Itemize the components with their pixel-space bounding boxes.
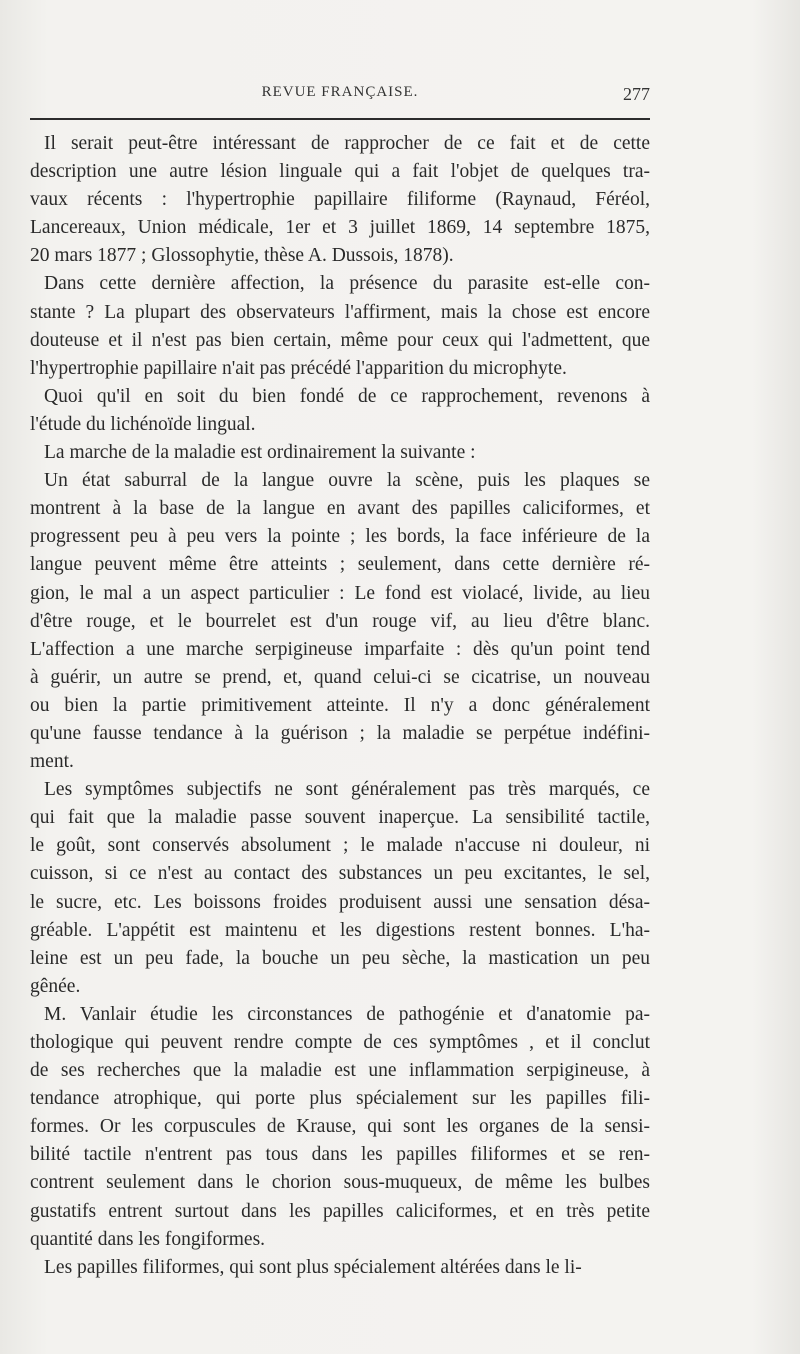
text-line: La marche de la maladie est ordinairement la suivante :: [44, 442, 476, 464]
text-line: vaux récents : l'hypertrophie papillaire filiforme (Raynaud, Féréol,: [30, 189, 650, 211]
text-line: M. Vanlair étudie les circonstances de pathogénie et d'anatomie pa-: [44, 1003, 650, 1025]
text-line: ou bien la partie primitivement atteinte. Il n'y a donc généralement: [30, 694, 650, 716]
text-line: l'étude du lichénoïde lingual.: [30, 413, 256, 435]
text-line: gustatifs entrent surtout dans les papilles caliciformes, et en très petite: [30, 1200, 650, 1222]
running-head: REVUE FRANÇAISE.: [261, 84, 419, 100]
paragraph: [30, 776, 650, 1001]
text-line: leine est un peu fade, la bouche un peu sèche, la mastication un peu: [30, 947, 650, 969]
body-text: [30, 130, 650, 1282]
text-line: description une autre lésion linguale qui a fait l'objet de quelques tra-: [30, 161, 650, 183]
text-line: Il serait peut-être intéressant de rapprocher de ce fait et de cette: [44, 133, 650, 154]
text-line: douteuse et il n'est pas bien certain, même pour ceux qui l'admettent, que: [30, 329, 650, 351]
text-line: tendance atrophique, qui porte plus spécialement sur les papilles fili-: [30, 1088, 650, 1110]
text-line: formes. Or les corpuscules de Krause, qui sont les organes de la sensi-: [30, 1116, 650, 1138]
text-line: stante ? La plupart des observateurs l'affirment, mais la chose est encore: [30, 301, 650, 323]
paragraph: [30, 270, 650, 382]
paragraph: [30, 467, 650, 776]
text-line: bilité tactile n'entrent pas tous dans les papilles filiformes et se ren-: [30, 1144, 650, 1166]
text-line: Quoi qu'il en soit du bien fondé de ce rapprochement, revenons à: [44, 385, 650, 407]
text-line: qu'une fausse tendance à la guérison ; la maladie se perpétue indéfini-: [30, 722, 650, 744]
text-line: à guérir, un autre se prend, et, quand celui-ci se cicatrise, un nouveau: [30, 666, 650, 688]
text-line: Dans cette dernière affection, la présence du parasite est-elle con-: [44, 273, 650, 295]
text-line: l'hypertrophie papillaire n'ait pas précédé l'apparition du microphyte.: [30, 357, 567, 379]
header-rule: [30, 118, 650, 120]
paragraph: [30, 439, 650, 467]
text-line: cuisson, si ce n'est au contact des substances un peu excitantes, le sel,: [30, 863, 650, 885]
text-line: Un état saburral de la langue ouvre la scène, puis les plaques se: [44, 470, 650, 492]
text-line: gréable. L'appétit est maintenu et les digestions restent bonnes. L'ha-: [30, 919, 650, 941]
page-header: [30, 84, 650, 108]
page-number: 277: [623, 84, 650, 104]
text-line: progressent peu à peu vers la pointe ; les bords, la face inférieure de la: [30, 526, 650, 548]
text-line: montrent à la base de la langue en avant des papilles caliciformes, et: [30, 498, 650, 520]
text-line: le sucre, etc. Les boissons froides produisent aussi une sensation désa-: [30, 891, 650, 913]
text-line: quantité dans les fongiformes.: [30, 1228, 266, 1250]
text-line: le goût, sont conservés absolument ; le malade n'accuse ni douleur, ni: [30, 835, 650, 857]
text-line: Les papilles filiformes, qui sont plus spécialement altérées dans le li-: [44, 1256, 582, 1278]
text-line: Les symptômes subjectifs ne sont généralement pas très marqués, ce: [44, 779, 650, 801]
text-line: gênée.: [30, 975, 81, 997]
text-line: qui fait que la maladie passe souvent inaperçue. La sensibilité tactile,: [30, 807, 650, 829]
text-line: ment.: [30, 751, 74, 773]
paragraph: [30, 383, 650, 439]
paragraph: [30, 1254, 650, 1282]
text-line: Lancereaux, Union médicale, 1er et 3 juillet 1869, 14 septembre 1875,: [30, 217, 650, 239]
text-line: contrent seulement dans le chorion sous-muqueux, de même les bulbes: [30, 1172, 650, 1194]
text-line: gion, le mal a un aspect particulier : Le fond est violacé, livide, au lieu: [30, 582, 650, 604]
paragraph: [30, 1001, 650, 1254]
text-line: 20 mars 1877 ; Glossophytie, thèse A. Dussois, 1878).: [30, 245, 454, 267]
text-line: L'affection a une marche serpigineuse imparfaite : dès qu'un point tend: [30, 638, 650, 660]
text-line: thologique qui peuvent rendre compte de ces symptômes , et il conclut: [30, 1032, 650, 1053]
text-line: langue peuvent même être atteints ; seulement, dans cette dernière ré-: [30, 554, 650, 576]
text-line: de ses recherches que la maladie est une inflammation serpigineuse, à: [30, 1060, 650, 1082]
paragraph: [30, 130, 650, 270]
text-line: d'être rouge, et le bourrelet est d'un rouge vif, au lieu d'être blanc.: [30, 610, 650, 632]
